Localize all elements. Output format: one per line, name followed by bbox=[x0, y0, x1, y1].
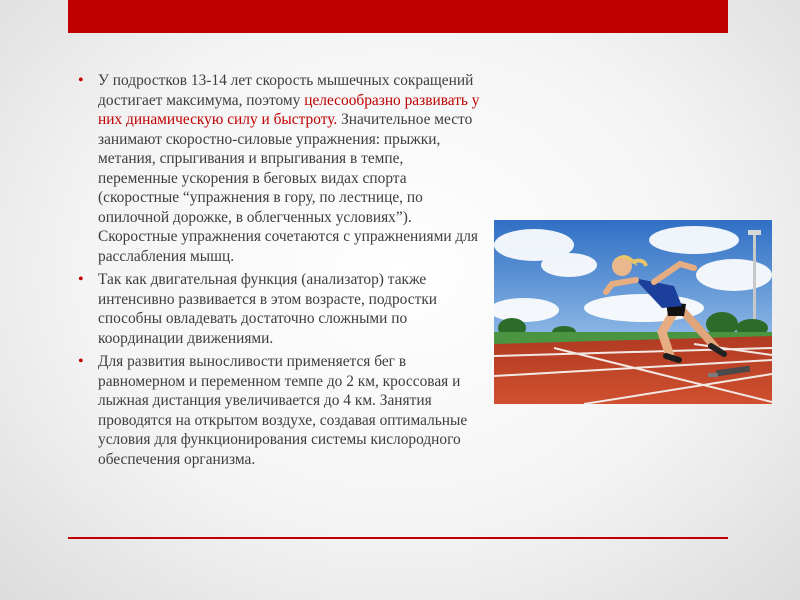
bullet-marker: • bbox=[78, 353, 84, 370]
title-bar bbox=[68, 0, 728, 33]
bullet-item-3 bbox=[78, 352, 480, 469]
bullet-marker: • bbox=[78, 271, 84, 288]
bullet-marker: • bbox=[78, 72, 84, 89]
bullet-1-text-start: У подростков 13-14 лет скорость мышечных сокращений достигает максимума, поэтому bbox=[98, 72, 474, 109]
sprinter-photo bbox=[494, 220, 772, 404]
bullet-1-text-end: Значительное место занимают скоростно-силовые упражнения: прыжки, метания, спрыгивания и впрыгивания в темпе, переменные ускорения в беговых видах спорта (скоростные “упражнения в гору, по лестнице, по опилочной дорожке, в облегченных условиях”). Скоростные упражнения сочетаются с упражнениями для расслабления мышц. bbox=[98, 111, 479, 265]
bullet-2-text: Так как двигательная функция (анализатор) также интенсивно развивается в этом возрасте, подростки способны овладевать достаточно сложными по координации движениями. bbox=[98, 271, 438, 347]
footer-rule bbox=[68, 537, 728, 539]
sprinter-photo-illustration bbox=[494, 220, 772, 404]
bullet-1-highlight: целесообразно развивать у них динамическую силу и быстроту. bbox=[98, 91, 480, 128]
light-pole bbox=[753, 232, 756, 332]
bullet-item-2 bbox=[78, 270, 480, 348]
bullet-item-1 bbox=[78, 71, 480, 266]
slide-body bbox=[78, 71, 480, 473]
bullet-3-text: Для развития выносливости применяется бег в равномерном и переменном темпе до 2 км, кроссовая и лыжная дистанция увеличивается до 4 км. Занятия проводятся на открытом воздухе, создавая оптимальные условия для функционирования системы кислородного обеспечения организма. bbox=[98, 353, 468, 468]
